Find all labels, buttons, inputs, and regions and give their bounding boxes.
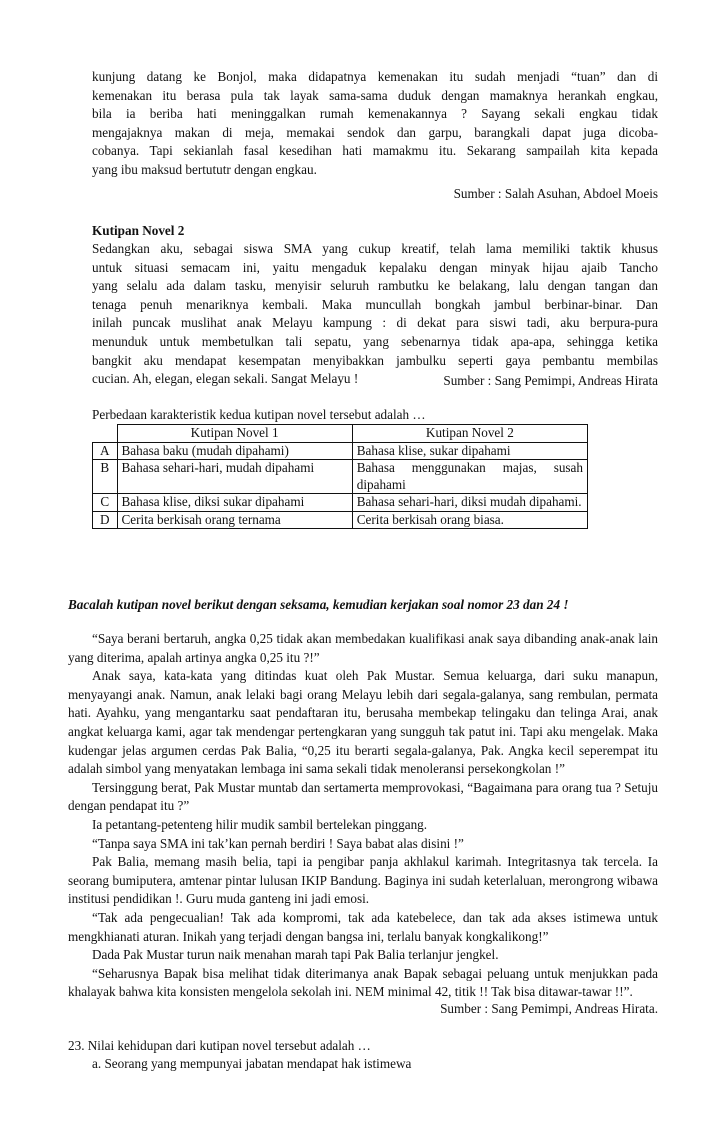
option-letter: C xyxy=(93,494,118,512)
option-novel2: Bahasa menggunakan majas, susah dipahami xyxy=(352,460,587,494)
excerpt3-paragraph: Tersinggung berat, Pak Mustar muntab dan sertamerta memprovokasi, “Bagaimana para orang tua ? Setuju dengan pendapat itu ?” xyxy=(68,779,658,814)
excerpt1-line: bila ia beriba hati meninggalkan rumah kemenakannya ? Sayang sekali engkau tidak xyxy=(92,106,658,122)
excerpt3-paragraph: Pak Balia, memang masih belia, tapi ia pengibar panja akhlakul karimah. Integritasnya tak tercela. Ia seorang bumiputera, amtenar pintar lulusan IKIP Bandung. Baginya ini sudah keterlaluan, merongrong wibawa institusi pendidikan !. Guru muda ganteng ini jadi emosi. xyxy=(68,854,658,907)
excerpt3-source: Sumber : Sang Pemimpi, Andreas Hirata. xyxy=(440,1001,658,1016)
excerpt2-line: inilah puncak muslihat anak Melayu kampung : di dekat para siswi tadi, aku berpura-pura xyxy=(92,315,658,331)
excerpt2-line: bangkit aku mendapat kesempatan menyibakkan jambulku seperti gaya pembantu membilas xyxy=(92,352,658,368)
option-novel1: Bahasa sehari-hari, mudah dipahami xyxy=(117,460,352,494)
excerpt2-source: Sumber : Sang Pemimpi, Andreas Hirata xyxy=(443,373,658,388)
table-header-novel1: Kutipan Novel 1 xyxy=(117,425,352,443)
option-novel2: Bahasa klise, sukar dipahami xyxy=(352,442,587,460)
table-row xyxy=(93,511,588,529)
excerpt3-paragraph: “Tanpa saya SMA ini tak’kan pernah berdiri ! Saya babat alas disini !” xyxy=(92,835,464,851)
excerpt2-line: menunduk untuk membetulkan tali sepatu, yang sebenarnya tidak apa-apa, sehingga ketika xyxy=(92,333,658,349)
table-header-row xyxy=(93,425,588,443)
table-row xyxy=(93,442,588,460)
excerpt1-line: kunjung datang ke Bonjol, maka didapatnya kemenakan itu sudah menjadi “tuan” dan di xyxy=(92,69,658,84)
question23-option-a: a. Seorang yang mempunyai jabatan mendapat hak istimewa xyxy=(92,1056,412,1071)
excerpt1-line: cobanya. Tapi sekianlah fasal kesedihan hati mamakmu itu. Sekarang sampailah kita kepada xyxy=(92,143,658,159)
table-row xyxy=(93,494,588,512)
excerpt2-line: untuk situasi semacam ini, yaitu mengaduk kepalaku dengan minyak hijau ajaib Tancho xyxy=(92,259,658,275)
excerpt2-line: Sedangkan aku, sebagai siswa SMA yang cukup kreatif, telah lama memiliki taktik khusus xyxy=(92,241,658,256)
excerpt1-line: kemenakan itu berasa pula tak layak sama-sama duduk dengan mamaknya herankah engkau, xyxy=(92,87,658,103)
question23-stem: 23. Nilai kehidupan dari kutipan novel tersebut adalah … xyxy=(68,1038,371,1053)
excerpt1-line: mengajaknya makan di meja, memakai sendok dan garpu, barangkali dapat juga dicoba- xyxy=(92,124,658,140)
option-letter: A xyxy=(93,442,118,460)
reading-instruction: Bacalah kutipan novel berikut dengan seksama, kemudian kerjakan soal nomor 23 dan 24 ! xyxy=(68,597,569,612)
question22-stem: Perbedaan karakteristik kedua kutipan novel tersebut adalah … xyxy=(92,407,426,422)
excerpt3-paragraph: “Tak ada pengecualian! Tak ada kompromi, tak ada katebelece, dan tak ada akses istimewa untuk mengkhianati aturan. Inikah yang terjadi dengan bangsa ini, terlalu banyak kongkalikong!” xyxy=(68,909,658,944)
option-novel2: Cerita berkisah orang biasa. xyxy=(352,511,587,529)
table-row xyxy=(93,460,588,494)
option-novel1: Bahasa baku (mudah dipahami) xyxy=(117,442,352,460)
option-novel2: Bahasa sehari-hari, diksi mudah dipahami. xyxy=(352,494,587,512)
excerpt3-paragraph: “Saya berani bertaruh, angka 0,25 tidak akan membedakan kualifikasi anak saya dibanding anak-anak lain yang diterima, apalah artinya angka 0,25 itu ?!” xyxy=(68,631,658,665)
option-novel1: Bahasa klise, diksi sukar dipahami xyxy=(117,494,352,512)
option-novel1: Cerita berkisah orang ternama xyxy=(117,511,352,529)
excerpt2-text xyxy=(92,240,658,389)
table-header-novel2: Kutipan Novel 2 xyxy=(352,425,587,443)
excerpt3-paragraph: Ia petantang-petenteng hilir mudik sambil bertelekan pinggang. xyxy=(92,816,428,832)
option-letter: B xyxy=(93,460,118,494)
question22-options-table xyxy=(92,424,588,529)
excerpt1-source: Sumber : Salah Asuhan, Abdoel Moeis xyxy=(453,186,658,201)
excerpt1-text xyxy=(92,68,658,180)
excerpt3-paragraph: Dada Pak Mustar turun naik menahan marah tapi Pak Balia terlanjur jengkel. xyxy=(92,947,499,963)
excerpt2-title: Kutipan Novel 2 xyxy=(92,223,185,238)
option-letter: D xyxy=(93,511,118,529)
excerpt3-text xyxy=(68,630,658,1002)
table-header-empty xyxy=(93,425,118,443)
excerpt1-line: yang ibu maksud bertututr dengan engkau. xyxy=(92,161,317,177)
excerpt2-line: yang selalu ada dalam tasku, menyisir seluruh rambutku ke belakang, lalu dengan tangan dan xyxy=(92,278,658,294)
excerpt3-paragraph: Anak saya, kata-kata yang ditindas kuat oleh Pak Mustar. Semua keluarga, dari suku manapun, menyayangi anak. Namun, anak lelaki bagi orang Melayu lebih dari segala-galanya, sang rembulan, permata hati. Ayahku, yang mengantarku saat pendaftaran itu, berusaha membekap telingaku dan telinga Arai, anak angkat keluarga kami, agar tak mendengar pertengkaran yang sungguh tak patut ini. Tapi aku mengelak. Maka kudengar jelas argumen cerdas Pak Balia, “0,25 itu berarti segala-galanya, Pak. Angka kecil seperempat itu adalah simbol yang menyatakan lembaga ini sama sekali tidak menoleransi persekongkolan !” xyxy=(68,668,658,777)
excerpt3-paragraph: “Seharusnya Bapak bisa melihat tidak diterimanya anak Bapak sebagai peluang untuk menjukkan pada khalayak bahwa kita konsisten mengelola sekolah ini. NEM minimal 42, titik !! Tak bisa ditawar-tawar !!”. xyxy=(68,965,658,1000)
excerpt2-line: tenaga penuh menariknya kembali. Maka muncullah bongkah jambul berbinar-binar. Dan xyxy=(92,296,658,312)
excerpt2-line: cucian. Ah, elegan, elegan sekali. Sangat Melayu ! xyxy=(92,371,359,387)
